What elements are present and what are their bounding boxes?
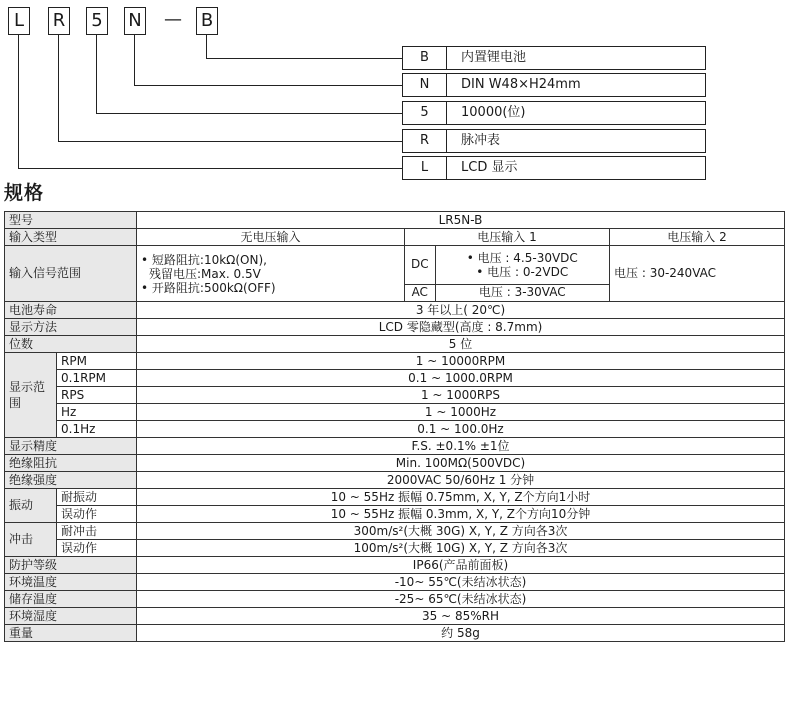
no-voltage-line: • 短路阻抗:10kΩ(ON), (141, 252, 267, 267)
battery-value: 3 年以上( 20℃) (137, 302, 785, 319)
row-label: 绝缘强度 (5, 472, 137, 489)
legend-desc: 脉冲表 (461, 133, 501, 148)
row-label: 型号 (5, 212, 137, 229)
legend-row-b (402, 46, 706, 70)
table-row (5, 246, 785, 302)
table-row (5, 523, 785, 540)
humidity-value: 35 ~ 85%RH (137, 608, 785, 625)
row-label: 环境温度 (5, 574, 137, 591)
legend-row-5 (402, 101, 706, 125)
code-letter-5: 5 (86, 7, 108, 35)
range-unit: 0.1Hz (57, 421, 137, 438)
table-row (5, 387, 785, 404)
connector-r-v (58, 35, 59, 142)
range-unit: RPM (57, 353, 137, 370)
table-row (5, 455, 785, 472)
input-type-voltage-1: 电压输入 1 (405, 229, 610, 246)
dc-line: • 电压 : 4.5-30VDC (466, 250, 578, 265)
table-row (5, 608, 785, 625)
ac-line: 电压 : 3-30VAC (435, 284, 609, 301)
connector-n-v (134, 35, 135, 86)
range-value: 1 ~ 1000RPS (137, 387, 785, 404)
model-value: LR5N-B (137, 212, 785, 229)
dc-tag: DC (405, 246, 435, 284)
display-range-label (5, 353, 57, 438)
legend-code: B (403, 47, 447, 69)
row-label: 重量 (5, 625, 137, 642)
code-dash: — (164, 9, 182, 30)
table-row (5, 421, 785, 438)
legend-row-r (402, 129, 706, 153)
voltage-1-spec (405, 246, 610, 302)
table-row (5, 557, 785, 574)
row-label: 防护等级 (5, 557, 137, 574)
row-label: 位数 (5, 336, 137, 353)
table-row (5, 370, 785, 387)
row-label: 储存温度 (5, 591, 137, 608)
table-row (5, 212, 785, 229)
table-row (5, 540, 785, 557)
connector-n-h (134, 85, 402, 86)
ambient-temp-value: -10~ 55℃(未结冰状态) (137, 574, 785, 591)
input-type-no-voltage: 无电压输入 (137, 229, 405, 246)
row-label: 电池寿命 (5, 302, 137, 319)
legend-desc: LCD 显示 (461, 160, 518, 175)
code-letter-l: L (8, 7, 30, 35)
ac-tag: AC (405, 284, 435, 301)
weight-value: 约 58g (137, 625, 785, 642)
range-value: 0.1 ~ 1000.0RPM (137, 370, 785, 387)
range-unit: RPS (57, 387, 137, 404)
row-label: 绝缘阻抗 (5, 455, 137, 472)
legend-row-l (402, 156, 706, 180)
voltage-2-spec: 电压 : 30-240VAC (610, 246, 785, 302)
no-voltage-line: 残留电压:Max. 0.5V (149, 266, 261, 281)
table-row (5, 489, 785, 506)
legend-row-n (402, 73, 706, 97)
table-row (5, 506, 785, 523)
no-voltage-spec (137, 246, 405, 302)
table-row (5, 438, 785, 455)
shock-value: 100m/s²(大概 10G) X, Y, Z 方向各3次 (137, 540, 785, 557)
legend-desc: DIN W48×H24mm (461, 77, 581, 92)
row-label: 显示方法 (5, 319, 137, 336)
dielectric-value: 2000VAC 50/60Hz 1 分钟 (137, 472, 785, 489)
row-label: 显示精度 (5, 438, 137, 455)
table-row (5, 404, 785, 421)
input-type-voltage-2: 电压输入 2 (610, 229, 785, 246)
shock-value: 300m/s²(大概 30G) X, Y, Z 方向各3次 (137, 523, 785, 540)
connector-b-v (206, 35, 207, 59)
table-row (5, 302, 785, 319)
row-label: 环境湿度 (5, 608, 137, 625)
insulation-value: Min. 100MΩ(500VDC) (137, 455, 785, 472)
voltage-1-subtable (405, 246, 609, 301)
connector-l-h (18, 168, 402, 169)
connector-5-h (96, 113, 402, 114)
protection-value: IP66(产品前面板) (137, 557, 785, 574)
legend-code: L (403, 157, 447, 179)
row-label: 输入信号范围 (5, 246, 137, 302)
row-label: 输入类型 (5, 229, 137, 246)
dc-line: • 电压 : 0-2VDC (476, 264, 569, 279)
code-letter-b: B (196, 7, 218, 35)
table-row (5, 472, 785, 489)
table-row (5, 625, 785, 642)
storage-temp-value: -25~ 65℃(未结冰状态) (137, 591, 785, 608)
range-value: 0.1 ~ 100.0Hz (137, 421, 785, 438)
no-voltage-line: • 开路阻抗:500kΩ(OFF) (141, 280, 276, 295)
table-row (5, 319, 785, 336)
legend-code: N (403, 74, 447, 96)
table-row (5, 353, 785, 370)
digits-value: 5 位 (137, 336, 785, 353)
legend-desc: 内置锂电池 (461, 50, 527, 65)
table-row (5, 591, 785, 608)
range-value: 1 ~ 1000Hz (137, 404, 785, 421)
table-row (5, 574, 785, 591)
code-letter-r: R (48, 7, 70, 35)
range-unit: 0.1RPM (57, 370, 137, 387)
accuracy-value: F.S. ±0.1% ±1位 (137, 438, 785, 455)
sub-label: 耐振动 (57, 489, 137, 506)
legend-code: 5 (403, 102, 447, 124)
table-row (5, 229, 785, 246)
range-value: 1 ~ 10000RPM (137, 353, 785, 370)
connector-b-h (206, 58, 402, 59)
connector-l-v (18, 35, 19, 169)
code-letter-n: N (124, 7, 146, 35)
sub-label: 误动作 (57, 506, 137, 523)
section-title: 规格 (4, 182, 45, 204)
dc-lines (435, 246, 609, 284)
display-method-value: LCD 零隐藏型(高度 : 8.7mm) (137, 319, 785, 336)
spec-table (4, 211, 785, 642)
sub-label: 耐冲击 (57, 523, 137, 540)
sub-label: 误动作 (57, 540, 137, 557)
display-range-label-text: 显示范围 (9, 380, 46, 410)
connector-5-v (96, 35, 97, 114)
range-unit: Hz (57, 404, 137, 421)
table-row (5, 336, 785, 353)
vibration-label: 振动 (5, 489, 57, 523)
shock-label: 冲击 (5, 523, 57, 557)
legend-desc: 10000(位) (461, 105, 526, 120)
legend-code: R (403, 130, 447, 152)
vibration-value: 10 ~ 55Hz 振幅 0.3mm, X, Y, Z个方向10分钟 (137, 506, 785, 523)
connector-r-h (58, 141, 402, 142)
vibration-value: 10 ~ 55Hz 振幅 0.75mm, X, Y, Z个方向1小时 (137, 489, 785, 506)
